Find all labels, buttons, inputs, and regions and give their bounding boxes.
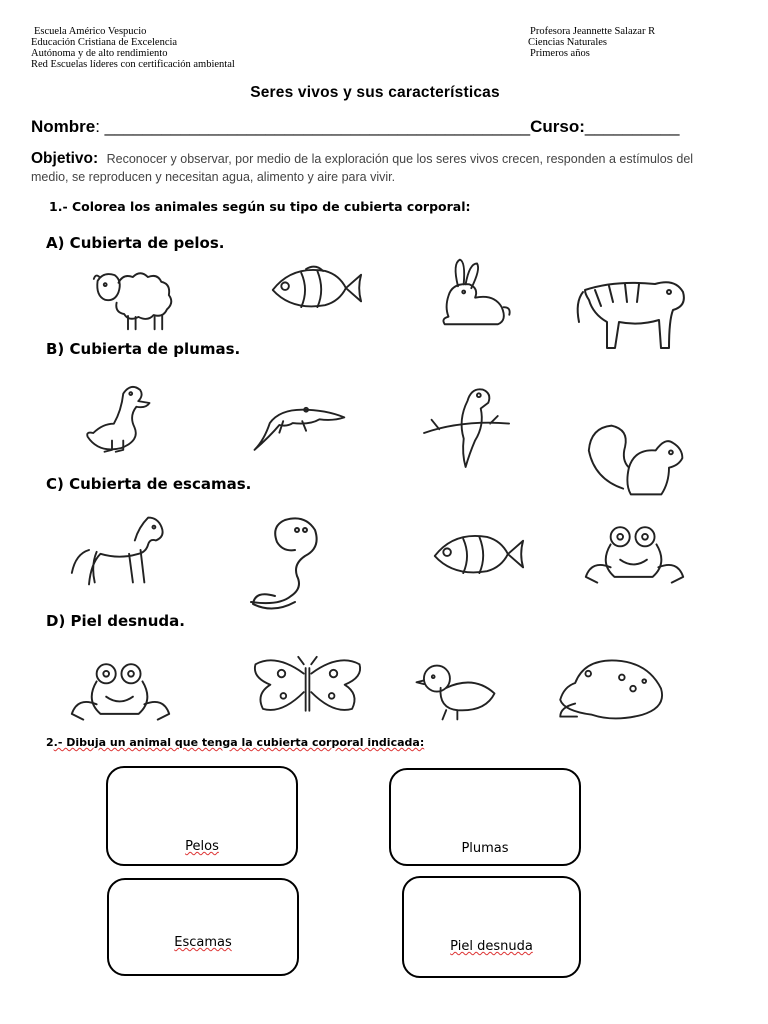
question-2-number: 2 [46, 736, 54, 749]
box-label-plumas: Plumas [461, 841, 509, 856]
section-a-label: A) Cubierta de pelos. [46, 234, 225, 252]
objetivo-text: Reconocer y observar, por medio de la exploración que los seres vivos crecen, responden a estímulos del medio, se reproducen y necesitan agua, alimento y aire para vivir. [31, 152, 694, 184]
school-line-4: Red Escuelas líderes con certificación ambiental [31, 59, 235, 70]
nombre-label: Nombre [31, 117, 96, 136]
school-line-1: Escuela Américo Vespucio [34, 26, 147, 37]
squirrel-icon[interactable] [585, 420, 690, 500]
frog-icon[interactable] [582, 518, 687, 588]
toad-icon[interactable] [555, 655, 670, 725]
box-label-piel-desnuda: Piel desnuda [450, 939, 533, 954]
box-label-escamas: Escamas [174, 935, 232, 950]
school-line-3: Autónoma y de alto rendimiento [31, 48, 168, 59]
question-1: 1.- Colorea los animales según su tipo de cubierta corporal: [49, 199, 471, 214]
draw-box-piel-desnuda[interactable] [402, 876, 581, 978]
horse-icon[interactable] [68, 510, 173, 590]
nombre-field[interactable]: : _____________________________________________ [95, 117, 531, 136]
teacher-line-2: Ciencias Naturales [528, 37, 608, 48]
parrot-icon[interactable] [420, 382, 515, 467]
box-label-pelos: Pelos [185, 839, 219, 854]
sheep-icon[interactable] [90, 262, 185, 332]
tiger-icon[interactable] [575, 270, 685, 350]
section-c-label: C) Cubierta de escamas. [46, 475, 252, 493]
fish-icon[interactable] [268, 262, 363, 317]
section-b-label: B) Cubierta de plumas. [46, 340, 241, 358]
page-title: Seres vivos y sus características [250, 84, 500, 101]
chick-icon[interactable] [408, 660, 503, 725]
fish-icon[interactable] [430, 528, 525, 583]
school-line-2: Educación Cristiana de Excelencia [31, 37, 178, 48]
curso-field[interactable]: __________ [584, 117, 680, 136]
draw-box-escamas[interactable] [107, 878, 299, 976]
name-line [31, 117, 679, 137]
question-2 [46, 736, 424, 749]
draw-box-plumas[interactable] [389, 768, 581, 866]
frog-icon[interactable] [68, 655, 173, 725]
snake-icon[interactable] [245, 512, 335, 612]
question-2-text: .- Dibuja un animal que tenga la cubierta corporal indicada: [53, 736, 425, 749]
duck-icon[interactable] [82, 378, 157, 458]
section-d-label: D) Piel desnuda. [46, 612, 185, 630]
crocodile-icon[interactable] [245, 395, 350, 455]
teacher-line-1: Profesora Jeannette Salazar R [530, 26, 656, 37]
objetivo-label: Objetivo: [31, 150, 99, 167]
school-info [31, 26, 235, 70]
teacher-line-3: Primeros años [530, 48, 590, 59]
teacher-info [528, 26, 655, 59]
objective [31, 150, 731, 186]
butterfly-icon[interactable] [250, 655, 365, 720]
draw-box-pelos[interactable] [106, 766, 298, 866]
rabbit-icon[interactable] [420, 256, 515, 326]
curso-label: Curso: [530, 117, 585, 136]
